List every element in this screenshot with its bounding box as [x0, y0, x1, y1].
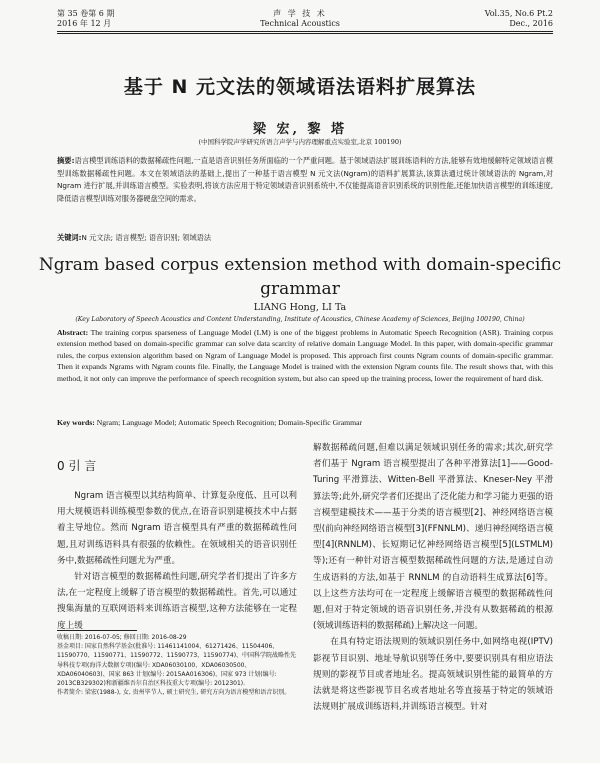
journal-name-en: Technical Acoustics: [260, 19, 340, 28]
abstract-cn: [57, 155, 553, 205]
intro-paragraph-4: 在具有特定语法规则的领域识别任务中,如网络电视(IPTV)影视节目识别、地址导航识别等任务中,要要识别具有相应语法规则的影视节目或者地址名。提高领域识别性能的最简单的方法就是将这些影视节目名或者地址名等直接基于特定的领域语法规则扩展成训练语料,并训练语言模型。针对: [313, 637, 553, 713]
footnote-received: 收稿日期: 2016-07-05; 修回日期: 2016-08-29: [57, 634, 187, 641]
keywords-text-cn: N 元文法; 语言模型; 语音识别; 领域语法: [81, 233, 212, 242]
authors-en: LIANG Hong, LI Ta: [253, 302, 347, 313]
keywords-label-cn: 关键词:: [57, 233, 82, 242]
keywords-cn: [57, 233, 553, 243]
abstract-label-cn: 摘要:: [57, 156, 75, 165]
footnote-funding: 基金项目: 国家自然科学基金(批准号: 11461141004、61271426、11504406、11590770、11590771、11590772、11590773、11590774)、中国科学院战略性先导科技专项(海洋大数据专项)(编号: XDA06030100、XDA06030500、XDA06040603)、国家 863 计划(编号: 2015AA016306)、国家 973 计划(编号: 2013CB329302)和新疆维吾尔自治区科技重大专项(编号: 2012301).: [57, 643, 297, 688]
intro-paragraph-3: 解数据稀疏问题,但难以满足领域识别任务的需求;其次,研究学者们基于 Ngram 语言模型提出了各种平滑算法[1]——Good-Turing 平滑算法、Witten-Bell 平滑算法、Kneser-Ney 平滑算法等;此外,研究学者们还提出了泛化能力和学习能力更强的语言模型建模技术——基于分类的语言模型[2]、神经网络语言模型(前向神经网络语言模型[3](FFNNLM)、递归神经网络语言模型[4](RNNLM)、长短期记忆神经网络语言模型[5](LSTMLM)等);还有一种针对语言模型数据稀疏性问题的方法,是通过自动生成语料的方法,如基于 RNNLM 的自动语料生成算法[6]等。以上这些方法均可在一定程度上缓解语言模型的数据稀疏性问题,但对于特定领域的语音识别任务,并没有从数据稀疏的根源(领域训练语料的数据稀疏)上解决这一问题。: [313, 443, 553, 632]
footnote: [57, 633, 297, 697]
header-rule-second: [57, 33, 553, 34]
keywords-label-en: Key words:: [57, 418, 95, 427]
journal-volume-en: Vol.35, No.6 Pt.2: [484, 9, 553, 18]
abstract-label-en: Abstract:: [57, 328, 89, 337]
affiliation-cn: (中国科学院声学研究所语言声学与内容理解重点实验室,北京 100190): [198, 138, 402, 146]
keywords-en: [57, 418, 553, 427]
abstract-text-cn: 语言模型训练语料的数据稀疏性问题,一直是语音识别任务所面临的一个严重问题。基于领域语法扩展训练语料的方法,能够有效地缓解特定领域语言模型训练数据稀疏性问题。本文在领域语法的基础上,提出了一种基于语言模型 N 元文法(Ngram)的语料扩展算法,该算法通过统计领域语法的 Ngram,对 Ngram 进行扩展,并训练语言模型。实验表明,将该方法应用于特定领域语音识别系统中,不仅能提高语音识别系统的识别性能,还能加快语言模型的训练速度,降低语言模型训练对服务器硬盘空间的需求。: [57, 156, 553, 203]
intro-paragraph-1: Ngram 语言模型以其结构简单、计算复杂度低、且可以利用大规模语料训练模型参数的优点,在语音识别建模技术中占据着主导地位。然而 Ngram 语言模型具有严重的数据稀疏性问题,且对训练语料具有很强的依赖性。在领域相关的语音识别任务中,数据稀疏性问题尤为严重。: [57, 491, 297, 566]
abstract-en: [57, 327, 553, 384]
journal-volume: 第 35 卷第 6 期: [57, 9, 115, 18]
intro-paragraph-2: 针对语言模型的数据稀疏性问题,研究学者们提出了许多方法,在一定程度上缓解了语言模型的数据稀疏性。首先,可以通过搜集海量的互联网语料来训练语言模型,这种方法能够在一定程度上缓: [57, 572, 297, 631]
footnote-rule: [57, 630, 137, 631]
authors-cn: 梁 宏, 黎 塔: [252, 122, 348, 137]
footnote-author: 作者简介: 梁宏(1988-), 女, 贵州毕节人, 硕士研究生, 研究方向为语言模型和语音识别。: [57, 689, 291, 697]
journal-date-en: Dec., 2016: [509, 19, 553, 28]
affiliation-en: (Key Laboratory of Speech Acoustics and Content Understanding, Institute of Acoustics, Chinese Academy of Sciences, Beijing 100190, China): [75, 316, 525, 323]
left-column: [57, 488, 297, 634]
paper-title-cn: 基于 N 元文法的领域语法语料扩展算法: [123, 76, 477, 98]
keywords-text-en: Ngram; Language Model; Automatic Speech Recognition; Domain-Specific Grammar: [96, 418, 363, 427]
abstract-text-en: The training corpus sparseness of Language Model (LM) is one of the biggest problems in Automatic Speech Recognition (ASR). Training corpus extension method based on domain-specific grammar can solve data scarcity of relative domain Language Model. In this paper, with domain-specific grammar rules, the corpus extension algorithm based on Ngram of Language Model is proposed. This approach first counts Ngram counts of domain-specific grammar. Then it expands Ngrams with Ngram counts file. Finally, the Language Model is trained with the extension Ngram counts file. The result shows that, with this method, it not only can improve the performance of speech recognition system, but also can speed up the training process, lower the requirement of hard disk.: [57, 328, 553, 383]
journal-name-cn: 声 学 技 术: [273, 9, 327, 18]
right-column: [313, 440, 553, 715]
journal-date: 2016 年 12 月: [57, 19, 112, 28]
header-rule: [57, 31, 553, 32]
section-heading-introduction: 0 引 言: [57, 459, 97, 473]
paper-title-en: Ngram based corpus extension method with domain-specific grammar: [38, 255, 562, 299]
